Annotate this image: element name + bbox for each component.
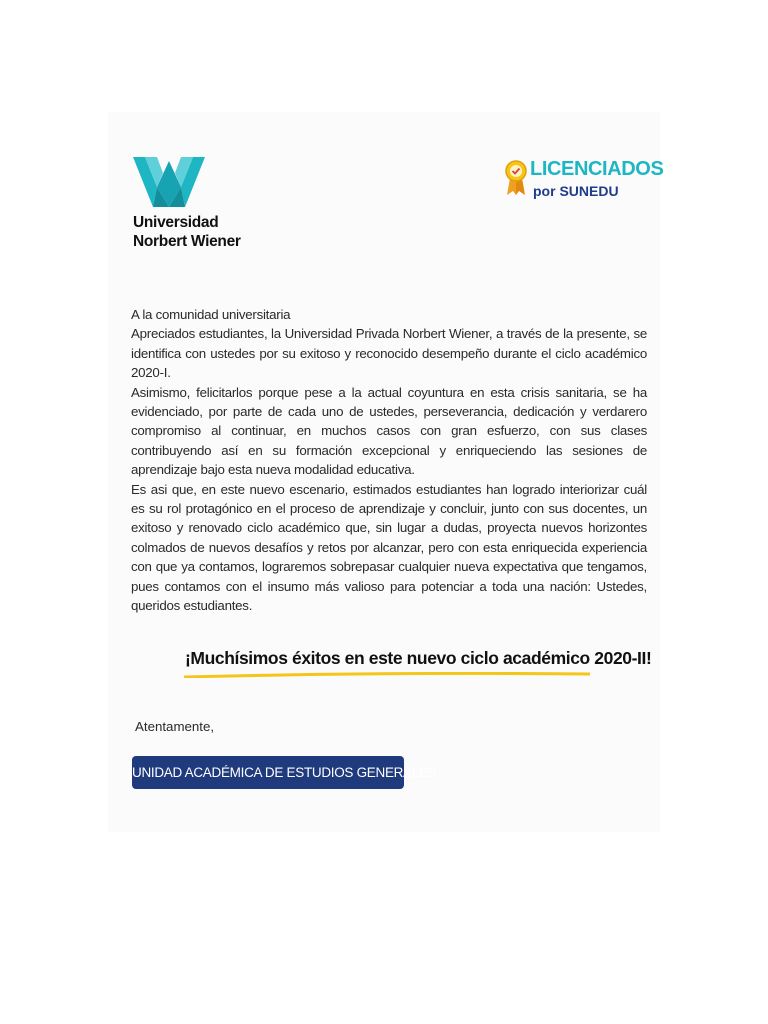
university-name-line2: Norbert Wiener bbox=[133, 233, 241, 250]
paragraph-1: Apreciados estudiantes, la Universidad Privada Norbert Wiener, a través de la presente, se identifica con ustedes por su exitoso y reconocido desempeño durante el ciclo académico 2020-I. bbox=[131, 326, 647, 381]
badge-subtitle: por SUNEDU bbox=[533, 183, 619, 199]
highlight-message: ¡Muchísimos éxitos en este nuevo ciclo académico 2020-II! bbox=[185, 648, 652, 668]
signature-unit-badge: UNIDAD ACADÉMICA DE ESTUDIOS GENERALES bbox=[132, 756, 404, 789]
university-logo bbox=[133, 157, 253, 251]
closing: Atentamente, bbox=[135, 719, 215, 734]
university-name bbox=[133, 213, 253, 251]
salutation: A la comunidad universitaria bbox=[131, 307, 291, 322]
wiener-logo-icon bbox=[133, 157, 205, 207]
sunedu-badge bbox=[505, 158, 664, 206]
paragraph-2: Asimismo, felicitarlos porque pese a la actual coyuntura en esta crisis sanitaria, se ha evidenciado, por parte de cada uno de ustedes, perseverancia, dedicación y verdarero compromiso al continuar, en muchos casos con gran esfuerzo, con sus clases contribuyendo así en su formación excepcional y enriqueciendo las sesiones de aprendizaje bajo esta nueva modalidad educativa. bbox=[131, 384, 647, 478]
seal-ribbon-icon bbox=[505, 160, 527, 196]
letter-body bbox=[131, 305, 647, 616]
yellow-underline bbox=[184, 672, 590, 678]
paragraph-3: Es asi que, en este nuevo escenario, estimados estudiantes han logrado interiorizar cuál es su rol protagónico en el proceso de aprendizaje y concluir, junto con sus docentes, un exitoso y renovado ciclo académico que, sin lugar a dudas, proyecta nuevos horizontes colmados de nuevos desafíos y retos por alcanzar, pero con esta enriquecida experiencia con que ya contamos, lograremos sobrepasar cualquier nueva expectativa que tengamos, pues contamos con el insumo más valioso para potenciar a toda una nación: Ustedes, queridos estudiantes. bbox=[131, 481, 647, 614]
badge-title: LICENCIADOS bbox=[530, 158, 664, 180]
university-name-line1: Universidad bbox=[133, 214, 219, 231]
